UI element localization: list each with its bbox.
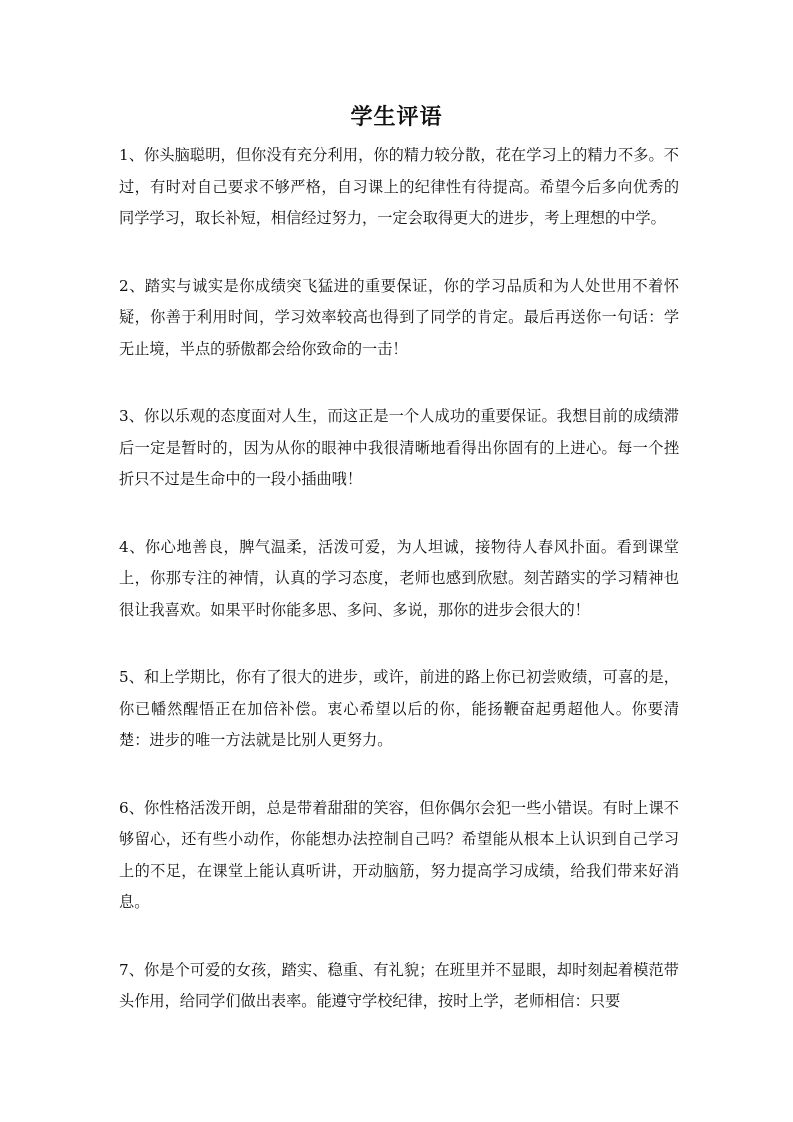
- comments-body: [119, 140, 679, 1054]
- page-title: 学生评语: [350, 104, 443, 130]
- comment-paragraph-6: 6、你性格活泼开朗，总是带着甜甜的笑容，但你偶尔会犯一些小错误。有时上课不够留心，还有些小动作，你能想办法控制自己吗？希望能从根本上认识到自己学习上的不足，在课堂上能认真听讲，开动脑筋，努力提高学习成绩，给我们带来好消息。: [119, 798, 679, 911]
- comment-paragraph-2: 2、踏实与诚实是你成绩突飞猛进的重要保证，你的学习品质和为人处世用不着怀疑，你善于利用时间，学习效率较高也得到了同学的肯定。最后再送你一句话：学无止境，半点的骄傲都会给你致命的一击！: [119, 276, 679, 358]
- comment-paragraph-7: 7、你是个可爱的女孩，踏实、稳重、有礼貌；在班里并不显眼，却时刻起着模范带头作用，给同学们做出表率。能遵守学校纪律，按时上学，老师相信：只要: [119, 960, 679, 1010]
- comment-paragraph-3: 3、你以乐观的态度面对人生，而这正是一个人成功的重要保证。我想目前的成绩滞后一定是暂时的，因为从你的眼神中我很清晰地看得出你固有的上进心。每一个挫折只不过是生命中的一段小插曲哦！: [119, 407, 679, 488]
- comment-paragraph-4: 4、你心地善良，脾气温柔，活泼可爱，为人坦诚，接物待人春风扑面。看到课堂上，你那专注的神情，认真的学习态度，老师也感到欣慰。刻苦踏实的学习精神也很让我喜欢。如果平时你能多思、多问、多说，那你的进步会很大的！: [119, 537, 679, 619]
- comment-paragraph-1: 1、你头脑聪明，但你没有充分利用，你的精力较分散，花在学习上的精力不多。不过，有时对自己要求不够严格，自习课上的纪律性有待提高。希望今后多向优秀的同学学习，取长补短，相信经过努力，一定会取得更大的进步，考上理想的中学。: [119, 146, 679, 227]
- comment-paragraph-5: 5、和上学期比，你有了很大的进步，或许，前进的路上你已初尝败绩，可喜的是，你已幡然醒悟正在加倍补偿。衷心希望以后的你，能扬鞭奋起勇超他人。你要清楚：进步的唯一方法就是比别人更努力。: [119, 668, 679, 749]
